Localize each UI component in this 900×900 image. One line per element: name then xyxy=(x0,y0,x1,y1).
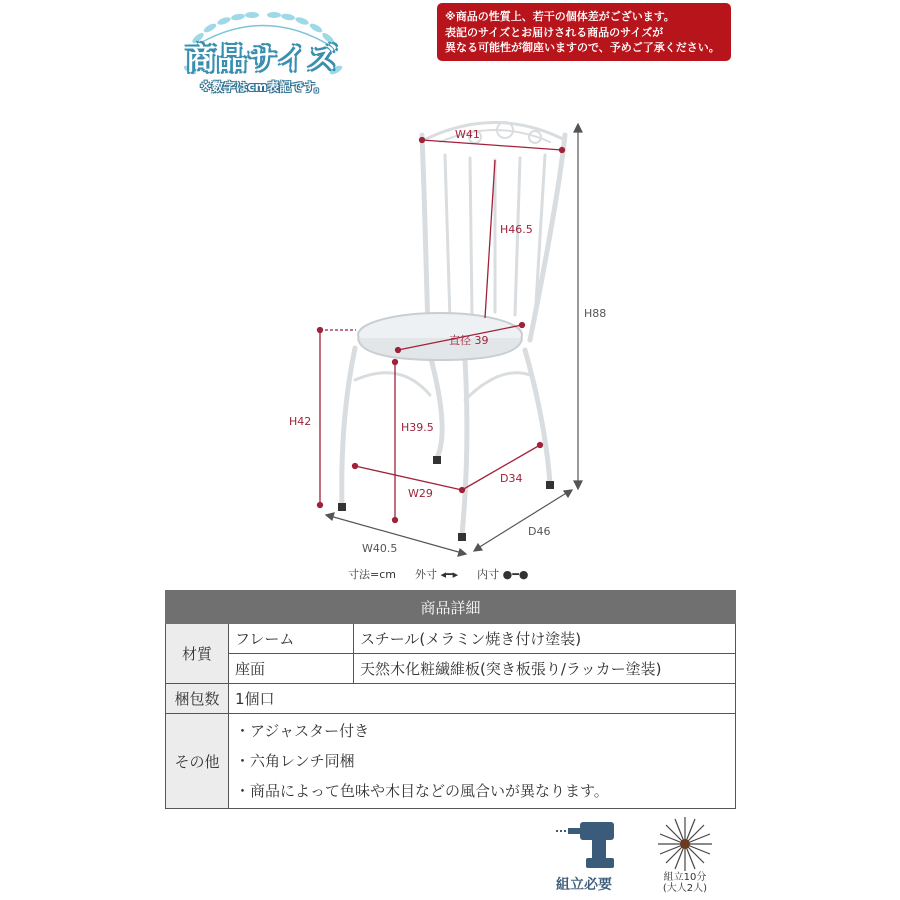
badge-subtitle: ※数字はcm表記です。 xyxy=(199,80,327,94)
frame-label: フレーム xyxy=(229,624,354,654)
frame-value: スチール(メラミン焼き付け塗装) xyxy=(354,624,736,654)
other-label: その他 xyxy=(166,714,229,809)
badge-title: 商品サイズ xyxy=(185,42,339,77)
chair-feet xyxy=(338,456,554,541)
list-item: ・六角レンチ同梱 xyxy=(235,752,355,770)
dim-inner-width: W29 xyxy=(408,487,433,500)
list-item: ・アジャスター付き xyxy=(235,722,370,740)
dim-outer-width: W40.5 xyxy=(362,542,398,555)
dim-back-width: W41 xyxy=(455,128,480,141)
dim-seat-height-outer: H42 xyxy=(289,415,312,428)
dim-total-height: H88 xyxy=(584,307,607,320)
notice-line: ※商品の性質上、若干の個体差がございます。 xyxy=(445,10,675,23)
legend-inner: 内寸 xyxy=(477,568,500,581)
spec-table xyxy=(165,590,736,809)
legend-outer: 外寸 xyxy=(414,568,437,581)
package-value: 1個口 xyxy=(229,684,736,714)
dot-line-icon: ●━● xyxy=(502,568,529,581)
dim-inner-depth: D34 xyxy=(500,472,523,485)
list-item: ・商品によって色味や木目などの風合いが異なります。 xyxy=(235,782,609,800)
notice-line: 異なる可能性が御座いますので、予めご了承ください。 xyxy=(445,41,720,54)
seat-value: 天然木化粧繊維板(突き板張り/ラッカー塗装) xyxy=(354,654,736,684)
dim-seat-diameter: 直径 39 xyxy=(449,334,489,347)
material-label: 材質 xyxy=(166,624,229,684)
notice-line: 表記のサイズとお届けされる商品のサイズが xyxy=(445,25,664,39)
assembly-time-label xyxy=(660,872,710,894)
assembly-required-label: 組立必要 xyxy=(556,877,612,893)
seat-label: 座面 xyxy=(229,654,354,684)
package-label: 梱包数 xyxy=(166,684,229,714)
double-arrow-icon: ◂━▸ xyxy=(440,568,459,581)
clock-burst-icon xyxy=(658,817,712,871)
assembly-people-line: (大人2人) xyxy=(662,883,708,894)
dimension-legend xyxy=(348,566,528,582)
dim-outer-depth: D46 xyxy=(528,525,551,538)
spec-header: 商品詳細 xyxy=(166,591,736,624)
dim-seat-height-inner: H39.5 xyxy=(401,421,434,434)
drill-icon xyxy=(556,822,614,868)
dim-back-height: H46.5 xyxy=(500,223,533,236)
legend-unit: 寸法=cm xyxy=(348,568,396,581)
other-items xyxy=(229,714,736,809)
assembly-time-line: 組立10分 xyxy=(663,872,707,883)
